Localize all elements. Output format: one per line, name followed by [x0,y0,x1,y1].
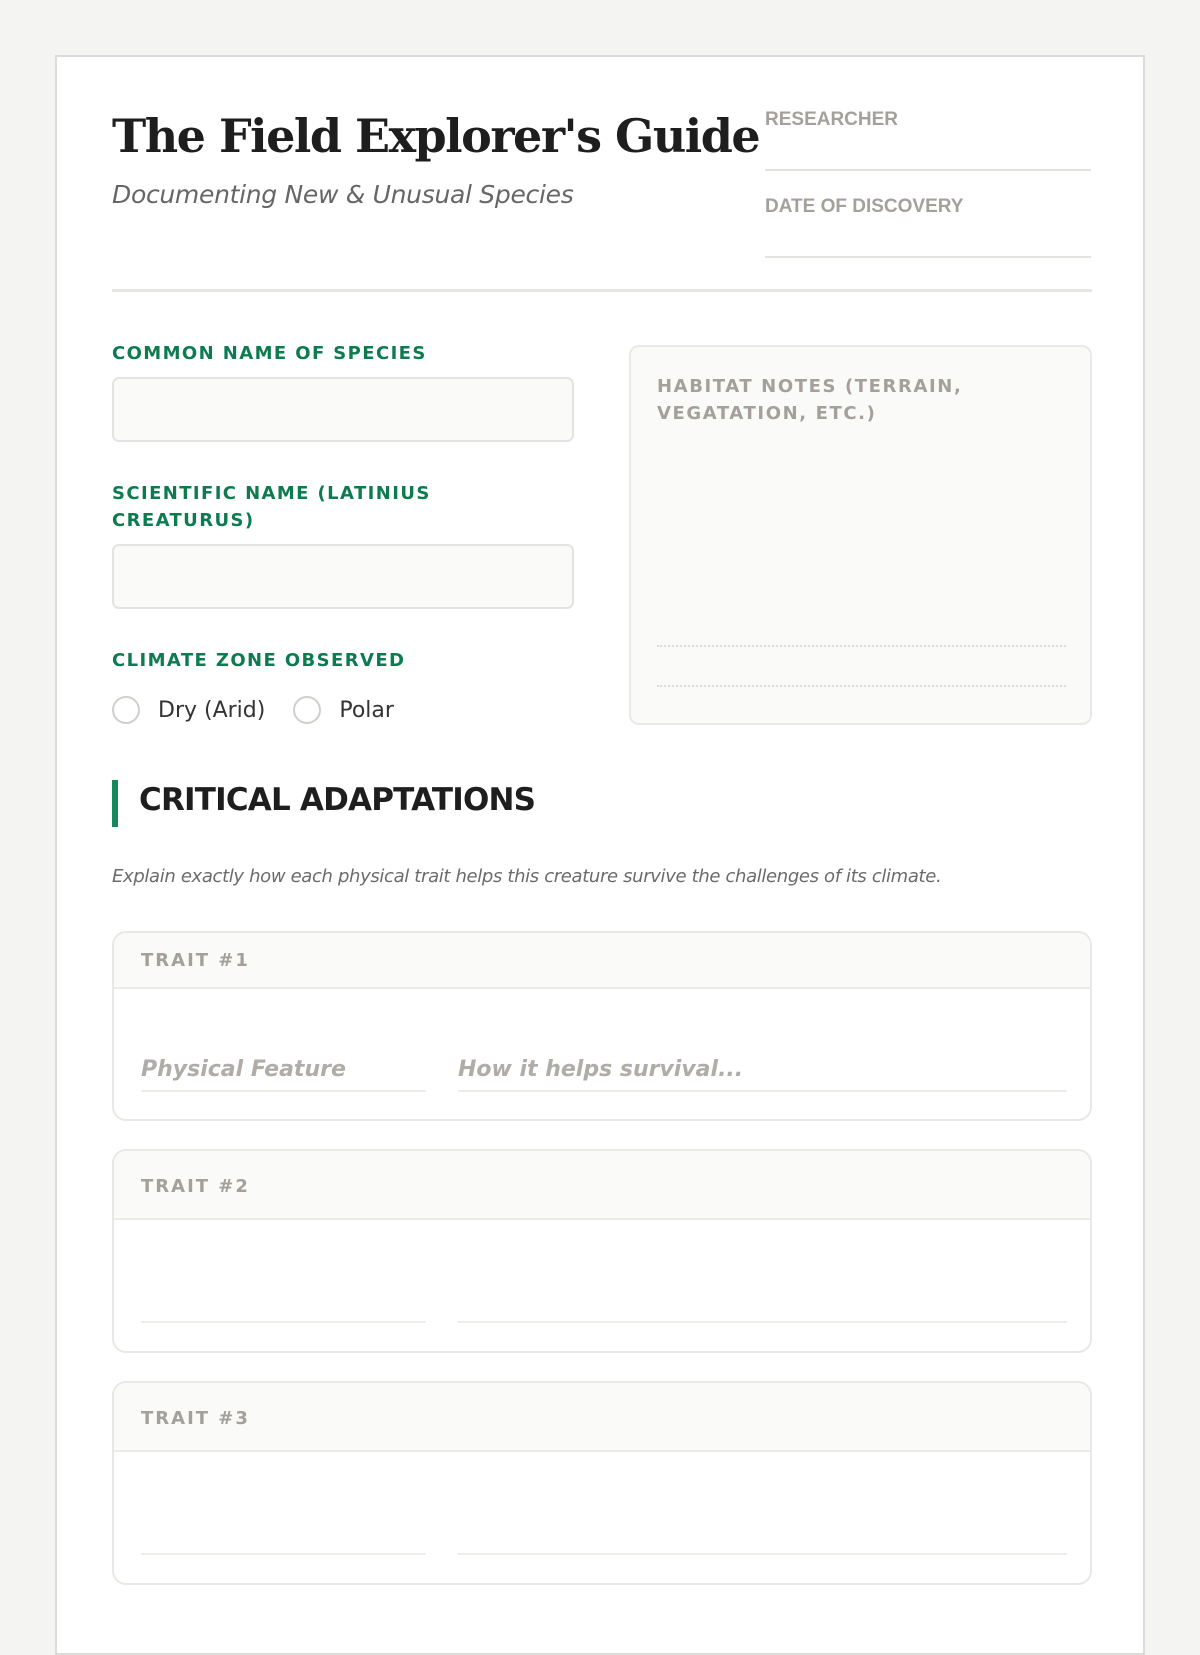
trait-card-2 [112,1149,1092,1353]
researcher-label: RESEARCHER [765,109,899,130]
scientific-name-label: SCIENTIFIC NAME (LATINIUS CREATURUS) [112,483,431,531]
physical-feature-field[interactable] [141,1044,426,1092]
date-of-discovery-label: DATE OF DISCOVERY [765,196,964,217]
trait-label: TRAIT #1 [141,950,250,971]
section-description: Explain exactly how each physical trait helps this creature survive the challenges of its climate. [112,866,942,887]
radio-label-polar: Polar [339,697,394,723]
section-accent-bar [112,780,118,827]
radio-circle-icon[interactable] [112,696,140,724]
scientific-name-input[interactable] [112,544,574,609]
trait-card-header [114,933,1090,989]
habitat-notes-label: HABITAT NOTES (TERRAIN, VEGATATION, ETC.) [657,376,963,424]
trait-card-1 [112,931,1092,1121]
physical-feature-field[interactable] [141,1507,426,1555]
climate-zone-label: CLIMATE ZONE OBSERVED [112,650,406,671]
date-of-discovery-field[interactable] [765,196,1091,258]
trait-card-3 [112,1381,1092,1585]
radio-dry-arid[interactable] [112,696,265,724]
trait-label: TRAIT #3 [141,1408,250,1429]
common-name-label: COMMON NAME OF SPECIES [112,343,427,364]
radio-circle-icon[interactable] [293,696,321,724]
habitat-writing-line [657,685,1066,687]
habitat-notes-box[interactable] [629,345,1092,725]
physical-feature-placeholder: Physical Feature [141,1057,346,1082]
trait-card-header [114,1151,1090,1220]
researcher-field[interactable] [765,109,1091,171]
section-title: CRITICAL ADAPTATIONS [139,782,536,818]
radio-polar[interactable] [293,696,394,724]
trait-label: TRAIT #2 [141,1176,250,1197]
survival-placeholder: How it helps survival... [458,1057,744,1082]
survival-field[interactable] [458,1044,1067,1092]
survival-field[interactable] [458,1507,1067,1555]
page-subtitle: Documenting New & Unusual Species [112,180,574,209]
common-name-input[interactable] [112,377,574,442]
habitat-writing-line [657,645,1066,647]
worksheet-page [55,55,1145,1655]
climate-zone-options [112,692,422,728]
radio-label-dry-arid: Dry (Arid) [158,697,266,723]
physical-feature-field[interactable] [141,1275,426,1323]
header-divider [112,289,1092,292]
trait-card-header [114,1383,1090,1452]
page-title: The Field Explorer's Guide [112,109,760,163]
survival-field[interactable] [458,1275,1067,1323]
